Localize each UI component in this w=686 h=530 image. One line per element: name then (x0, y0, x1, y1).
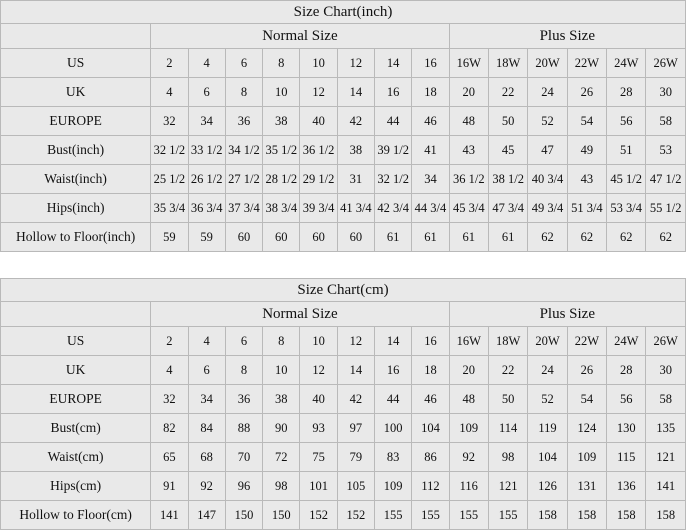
table-row (1, 472, 686, 501)
cell: 109 (375, 472, 412, 501)
table-row (1, 107, 686, 136)
row-label: Bust(cm) (1, 414, 151, 443)
cell: 20 (449, 78, 488, 107)
cell: 52 (528, 107, 567, 136)
row-label: EUROPE (1, 385, 151, 414)
cell: 2 (151, 327, 188, 356)
cell: 101 (300, 472, 337, 501)
group-normal-size: Normal Size (151, 24, 449, 49)
cell: 41 (412, 136, 449, 165)
cell: 152 (337, 501, 374, 530)
group-blank-cell (1, 302, 151, 327)
cell: 26W (646, 49, 686, 78)
cell: 116 (449, 472, 488, 501)
table-row (1, 136, 686, 165)
cell: 14 (375, 49, 412, 78)
cell: 36 1/2 (300, 136, 337, 165)
cell: 54 (567, 107, 606, 136)
row-label: Hips(inch) (1, 194, 151, 223)
table-row (1, 327, 686, 356)
cell: 155 (412, 501, 449, 530)
table-row (1, 194, 686, 223)
cell: 104 (412, 414, 449, 443)
cell: 44 (375, 385, 412, 414)
cell: 32 1/2 (375, 165, 412, 194)
cell: 36 3/4 (188, 194, 225, 223)
cell: 130 (607, 414, 646, 443)
cell: 32 (151, 107, 188, 136)
cell: 70 (225, 443, 262, 472)
size-chart-cm-block (0, 278, 686, 530)
cell: 83 (375, 443, 412, 472)
row-label: Hollow to Floor(inch) (1, 223, 151, 252)
cell: 16 (412, 49, 449, 78)
cell: 20 (449, 356, 488, 385)
cell: 45 (488, 136, 527, 165)
cell: 158 (607, 501, 646, 530)
cell: 42 3/4 (375, 194, 412, 223)
cell: 112 (412, 472, 449, 501)
cell: 12 (337, 327, 374, 356)
row-label: EUROPE (1, 107, 151, 136)
cell: 158 (646, 501, 686, 530)
cell: 38 (263, 385, 300, 414)
cell: 60 (300, 223, 337, 252)
cell: 18W (488, 327, 527, 356)
row-label: UK (1, 78, 151, 107)
cell: 158 (528, 501, 567, 530)
cell: 50 (488, 385, 527, 414)
cell: 8 (263, 327, 300, 356)
cell: 114 (488, 414, 527, 443)
cell: 16W (449, 327, 488, 356)
cell: 49 (567, 136, 606, 165)
chart-divider (0, 261, 686, 269)
table-row (1, 78, 686, 107)
cell: 126 (528, 472, 567, 501)
cell: 16 (375, 78, 412, 107)
cell: 25 1/2 (151, 165, 188, 194)
table-row (1, 501, 686, 530)
cell: 136 (607, 472, 646, 501)
cell: 124 (567, 414, 606, 443)
cell: 121 (646, 443, 686, 472)
cell: 60 (225, 223, 262, 252)
cell: 119 (528, 414, 567, 443)
cell: 24W (607, 327, 646, 356)
row-label: US (1, 49, 151, 78)
cell: 14 (337, 356, 374, 385)
cell: 68 (188, 443, 225, 472)
cell: 22 (488, 356, 527, 385)
row-label: UK (1, 356, 151, 385)
cell: 32 (151, 385, 188, 414)
group-normal-size: Normal Size (151, 302, 449, 327)
cell: 6 (225, 49, 262, 78)
cell: 56 (607, 107, 646, 136)
cell: 58 (646, 107, 686, 136)
cell: 34 (412, 165, 449, 194)
cell: 49 3/4 (528, 194, 567, 223)
row-label: Waist(cm) (1, 443, 151, 472)
cell: 155 (449, 501, 488, 530)
cell: 84 (188, 414, 225, 443)
cell: 109 (449, 414, 488, 443)
cell: 141 (646, 472, 686, 501)
cell: 35 3/4 (151, 194, 188, 223)
cell: 36 (225, 107, 262, 136)
size-chart-inch-block (0, 0, 686, 252)
cell: 45 3/4 (449, 194, 488, 223)
cell: 34 (188, 385, 225, 414)
cell: 28 (607, 356, 646, 385)
row-label: Bust(inch) (1, 136, 151, 165)
cell: 109 (567, 443, 606, 472)
cell: 26 (567, 78, 606, 107)
cell: 44 3/4 (412, 194, 449, 223)
cell: 72 (263, 443, 300, 472)
cell: 34 (188, 107, 225, 136)
chart-title: Size Chart(cm) (1, 279, 686, 302)
cell: 41 3/4 (337, 194, 374, 223)
cell: 59 (188, 223, 225, 252)
cell: 24 (528, 78, 567, 107)
cell: 10 (263, 356, 300, 385)
cell: 61 (449, 223, 488, 252)
cell: 155 (375, 501, 412, 530)
cell: 96 (225, 472, 262, 501)
cell: 22 (488, 78, 527, 107)
cell: 12 (300, 78, 337, 107)
cell: 32 1/2 (151, 136, 188, 165)
cell: 48 (449, 107, 488, 136)
cell: 2 (151, 49, 188, 78)
cell: 24 (528, 356, 567, 385)
cell: 155 (488, 501, 527, 530)
cell: 12 (337, 49, 374, 78)
cell: 105 (337, 472, 374, 501)
table-row (1, 165, 686, 194)
cell: 24W (607, 49, 646, 78)
row-label: Hollow to Floor(cm) (1, 501, 151, 530)
cell: 26 (567, 356, 606, 385)
cell: 10 (300, 49, 337, 78)
cell: 115 (607, 443, 646, 472)
table-row (1, 414, 686, 443)
cell: 40 (300, 107, 337, 136)
cell: 22W (567, 327, 606, 356)
cell: 93 (300, 414, 337, 443)
cell: 61 (412, 223, 449, 252)
size-chart-cm-table (0, 278, 686, 530)
cell: 51 3/4 (567, 194, 606, 223)
group-blank-cell (1, 24, 151, 49)
cell: 51 (607, 136, 646, 165)
row-label: Hips(cm) (1, 472, 151, 501)
cell: 39 3/4 (300, 194, 337, 223)
cell: 42 (337, 385, 374, 414)
cell: 121 (488, 472, 527, 501)
cell: 29 1/2 (300, 165, 337, 194)
cell: 38 (337, 136, 374, 165)
table-row (1, 223, 686, 252)
cell: 39 1/2 (375, 136, 412, 165)
cell: 10 (300, 327, 337, 356)
cell: 141 (151, 501, 188, 530)
cell: 43 (567, 165, 606, 194)
cell: 18 (412, 356, 449, 385)
cell: 18W (488, 49, 527, 78)
cell: 14 (375, 327, 412, 356)
cell: 52 (528, 385, 567, 414)
cell: 65 (151, 443, 188, 472)
cell: 90 (263, 414, 300, 443)
cell: 16W (449, 49, 488, 78)
cell: 91 (151, 472, 188, 501)
table-row (1, 385, 686, 414)
cell: 8 (263, 49, 300, 78)
cell: 30 (646, 356, 686, 385)
cell: 61 (488, 223, 527, 252)
cell: 36 (225, 385, 262, 414)
cell: 98 (263, 472, 300, 501)
cell: 53 3/4 (607, 194, 646, 223)
cell: 40 3/4 (528, 165, 567, 194)
cell: 38 (263, 107, 300, 136)
cell: 97 (337, 414, 374, 443)
cell: 53 (646, 136, 686, 165)
cell: 40 (300, 385, 337, 414)
chart-title: Size Chart(inch) (1, 1, 686, 24)
cell: 104 (528, 443, 567, 472)
cell: 60 (337, 223, 374, 252)
cell: 75 (300, 443, 337, 472)
cell: 35 1/2 (263, 136, 300, 165)
cell: 50 (488, 107, 527, 136)
cell: 150 (225, 501, 262, 530)
cell: 135 (646, 414, 686, 443)
cell: 43 (449, 136, 488, 165)
cell: 16 (412, 327, 449, 356)
cell: 12 (300, 356, 337, 385)
cell: 92 (449, 443, 488, 472)
cell: 38 1/2 (488, 165, 527, 194)
cell: 61 (375, 223, 412, 252)
cell: 86 (412, 443, 449, 472)
cell: 147 (188, 501, 225, 530)
cell: 26W (646, 327, 686, 356)
cell: 54 (567, 385, 606, 414)
chart-group-row (1, 302, 686, 327)
cell: 45 1/2 (607, 165, 646, 194)
cell: 30 (646, 78, 686, 107)
cell: 62 (607, 223, 646, 252)
cell: 26 1/2 (188, 165, 225, 194)
cell: 6 (225, 327, 262, 356)
cell: 79 (337, 443, 374, 472)
cell: 6 (188, 78, 225, 107)
cell: 8 (225, 78, 262, 107)
cell: 88 (225, 414, 262, 443)
cell: 37 3/4 (225, 194, 262, 223)
cell: 98 (488, 443, 527, 472)
cell: 62 (646, 223, 686, 252)
cell: 62 (567, 223, 606, 252)
cell: 92 (188, 472, 225, 501)
cell: 47 3/4 (488, 194, 527, 223)
cell: 150 (263, 501, 300, 530)
cell: 100 (375, 414, 412, 443)
cell: 4 (188, 327, 225, 356)
cell: 47 1/2 (646, 165, 686, 194)
chart-group-row (1, 24, 686, 49)
cell: 59 (151, 223, 188, 252)
cell: 46 (412, 385, 449, 414)
cell: 55 1/2 (646, 194, 686, 223)
cell: 27 1/2 (225, 165, 262, 194)
cell: 152 (300, 501, 337, 530)
cell: 36 1/2 (449, 165, 488, 194)
cell: 82 (151, 414, 188, 443)
group-plus-size: Plus Size (449, 24, 685, 49)
cell: 33 1/2 (188, 136, 225, 165)
group-plus-size: Plus Size (449, 302, 685, 327)
cell: 28 (607, 78, 646, 107)
cell: 38 3/4 (263, 194, 300, 223)
cell: 131 (567, 472, 606, 501)
cell: 56 (607, 385, 646, 414)
cell: 18 (412, 78, 449, 107)
row-label: Waist(inch) (1, 165, 151, 194)
cell: 28 1/2 (263, 165, 300, 194)
cell: 4 (151, 356, 188, 385)
cell: 46 (412, 107, 449, 136)
cell: 31 (337, 165, 374, 194)
cell: 16 (375, 356, 412, 385)
cell: 20W (528, 49, 567, 78)
chart-title-row (1, 279, 686, 302)
cell: 47 (528, 136, 567, 165)
cell: 34 1/2 (225, 136, 262, 165)
cell: 8 (225, 356, 262, 385)
cell: 48 (449, 385, 488, 414)
table-row (1, 443, 686, 472)
cell: 58 (646, 385, 686, 414)
cell: 20W (528, 327, 567, 356)
chart-title-row (1, 1, 686, 24)
cell: 62 (528, 223, 567, 252)
cell: 4 (151, 78, 188, 107)
cell: 158 (567, 501, 606, 530)
cell: 60 (263, 223, 300, 252)
size-chart-inch-table (0, 0, 686, 252)
row-label: US (1, 327, 151, 356)
cell: 10 (263, 78, 300, 107)
table-row (1, 356, 686, 385)
cell: 22W (567, 49, 606, 78)
cell: 4 (188, 49, 225, 78)
cell: 44 (375, 107, 412, 136)
cell: 14 (337, 78, 374, 107)
cell: 42 (337, 107, 374, 136)
table-row (1, 49, 686, 78)
cell: 6 (188, 356, 225, 385)
